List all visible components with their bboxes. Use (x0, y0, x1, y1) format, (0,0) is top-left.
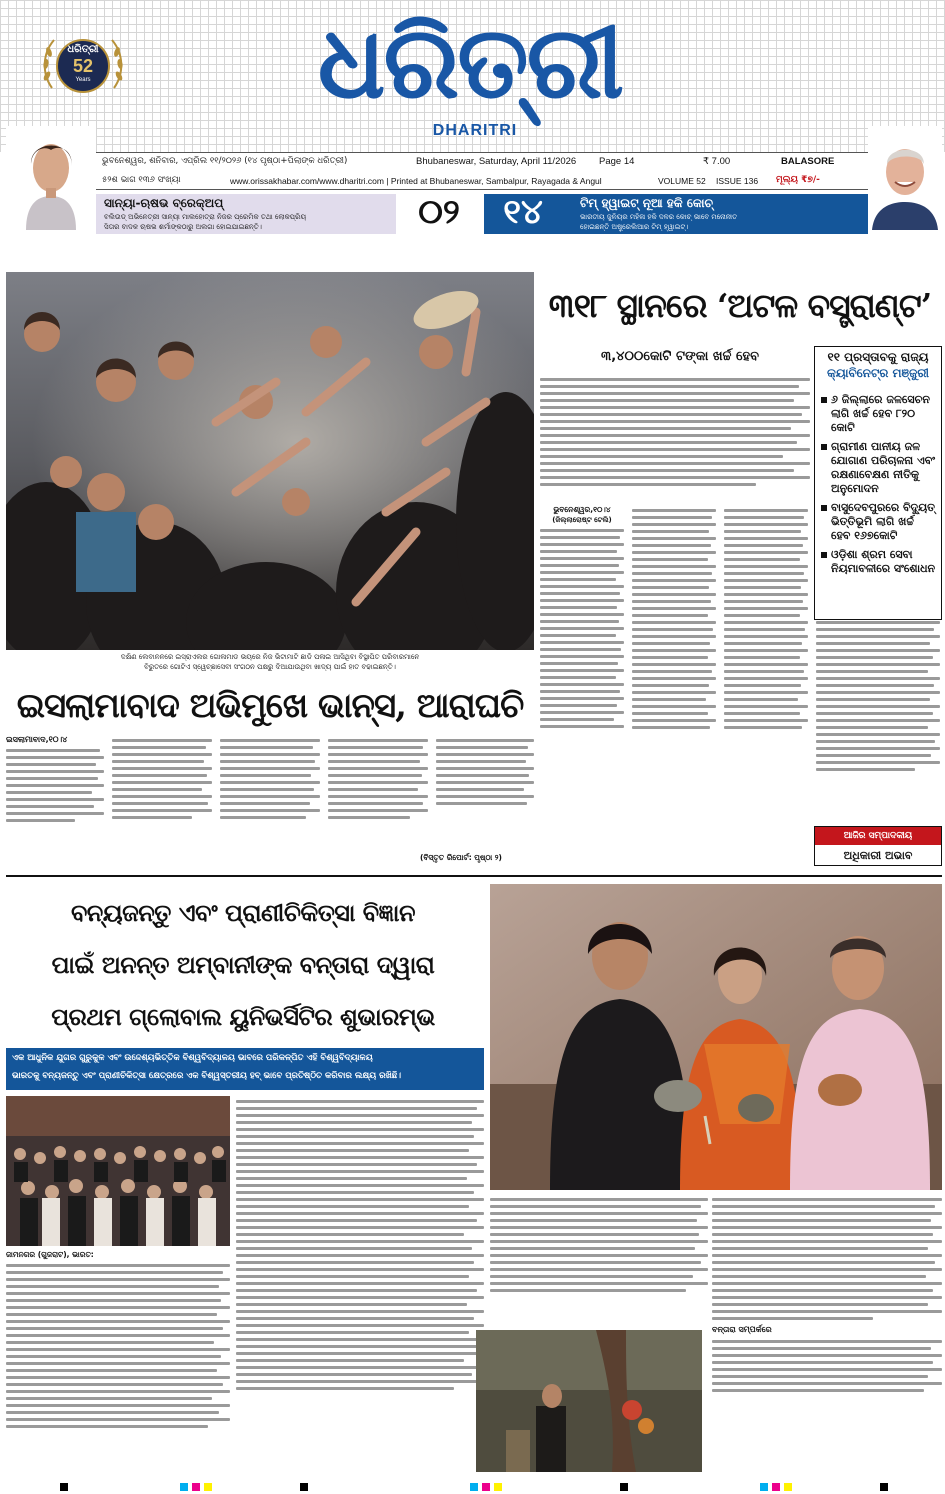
section-divider (6, 875, 942, 877)
editorial-box[interactable] (814, 826, 942, 866)
print-registration-marks (0, 1480, 945, 1494)
teaser-portrait-actress (6, 126, 96, 230)
advertorial-deck-line2: ଭାରତକୁ ବନ୍ୟଜନ୍ତୁ ଏବଂ ପ୍ରାଣୀଚିକିତ୍ସା କ୍ଷେତ୍ରରେ ଏକ ବିଶ୍ୱସ୍ତରୀୟ ହବ୍‌ ଭାବେ ପ୍ରତିଷ୍ଠିତ କରିବାର ଲକ୍ଷ୍ୟ ରଖିଛି। (12, 1071, 402, 1081)
advertorial-headline-3: ପ୍ରଥମ ଗ୍ଲୋବାଲ ୟୁନିଭର୍ସିଟିର ଶୁଭାରମ୍ଭ (51, 1002, 435, 1031)
odia-volume: ୫୨ଶ ଭାଗ ୧୩୬ ସଂଖ୍ୟା (102, 175, 181, 185)
odia-price: ମୂଲ୍ୟ ₹୭/- (776, 175, 820, 185)
lead-photo-caption-line1: ଦକ୍ଷିଣ ଲେବାନନରେ ଇସ୍ରାଏଲର ଗୋଳାମାଡ ଭୟରେ ନିଜ ଭିଟାମାଟି ଛାଡି ପଳାଇ ଆସିଥିବା ବିସ୍ଥାପିତ ପରିବାରମାନେ (120, 653, 420, 661)
teaser-right-page-number: ୧୪ (503, 192, 543, 232)
second-col-3 (724, 505, 808, 733)
teaser-left-page-number: ୦୨ (418, 192, 460, 232)
advertorial-dateline: ଜାମନଗର (ଗୁଜରାଟ), ଭାରତ: (6, 1250, 94, 1259)
badge-title: ଧରିତ୍ରୀ (67, 44, 99, 55)
second-story-body (540, 505, 940, 873)
second-story-byline: (ଜିଲ୍ଲାରୋଷ୍ଟ ଟେଲି) (552, 516, 612, 524)
cabinet-item: ଓଡ଼ିଶା ଶ୍ରମ ସେବା ନିୟମାବଳୀରେ ସଂଶୋଧନ (821, 548, 937, 576)
cabinet-item: ଗ୍ରାମୀଣ ପାନୀୟ ଜଳ ଯୋଗାଣ ପରିଚାଳନା ଏବଂ ରକ୍ଷଣାବେକ୍ଷଣ ନୀତିକୁ ଅନୁମୋଦନ (821, 440, 937, 496)
advertorial-deck (6, 1048, 484, 1090)
lead-story-dateline: ଇସଲାମାବାଦ,୧୦।୪ (6, 735, 68, 744)
second-col-4 (816, 617, 940, 775)
dateline-bar (96, 152, 868, 190)
teaser-right-line1: ଭାରତୀୟ ଜୁନିୟର ମହିଳା ହକି ଦଳର କୋଚ୍‌ ଭାବେ ମନୋନୀତ (580, 213, 738, 221)
lead-headline: ଇସଲାମାବାଦ ଅଭିମୁଖେ ଭାନ୍ସ, ଆରାଘଚି (16, 686, 524, 726)
page-number: Page 14 (599, 156, 635, 167)
price: ₹ 7.00 (703, 156, 731, 167)
lead-photo-caption (6, 652, 534, 680)
advertorial-body-middle (236, 1096, 484, 1475)
lead-story-continued[interactable]: (ବିସ୍ତୃତ ରିପୋର୍ଟ: ପୃଷ୍ଠା ୨) (420, 853, 502, 862)
teaser-left-line2: ସିତାର ବାଦକ ଋଷଭ ଶର୍ମାଙ୍କଠାରୁ ଅଲଗା ହୋଇଯାଇଛନ୍ତି। (104, 223, 262, 231)
advertorial-body-right-b (712, 1194, 942, 1476)
teaser-right-headline: ଟିମ୍‌ ହ୍ୱାଇଟ୍‌ ନୂଆ ହକି କୋଚ୍‌ (580, 196, 713, 210)
editorial-title: ଅଧିକାରୀ ଅଭାବ (843, 849, 913, 862)
advertorial-photo-crowd (6, 1096, 230, 1246)
lead-col-3 (220, 735, 320, 823)
advertorial-subsection-heading: ବନ୍ତାରା ସମ୍ପର୍କରେ (712, 1325, 772, 1334)
volume: VOLUME 52 (658, 176, 706, 186)
english-date: Bhubaneswar, Saturday, April 11/2026 (416, 156, 577, 167)
second-story-headline: ୩୧୮ ସ୍ଥାନରେ ‘ଅଟଳ ବସ୍ତ୍ରାଣ୍ଟ’ (548, 286, 932, 325)
lead-photo-lebanon-food-distribution (6, 272, 534, 650)
second-story-subhead: ୩,୪୦୦କୋଟି ଟଙ୍କା ଖର୍ଚ୍ଚ ହେବ (601, 349, 759, 364)
second-col-1 (540, 505, 624, 732)
advertorial-deck-line1: ଏକ ଆଧୁନିକ ଯୁଗର ଗୁରୁକୁଳ ଏବଂ ଉଦ୍ଦେଶ୍ୟଭିତ୍ତିକ ବିଶ୍ୱବିଦ୍ୟାଳୟ ଭାବରେ ପରିକଳ୍ପିତ ଏହି ବିଶ୍ୱବିଦ୍ୟାଳୟ (12, 1053, 373, 1063)
badge-years-label: Years (75, 77, 91, 83)
lead-col-5 (436, 735, 534, 809)
cabinet-item: ବାସୁଦେବପୁରରେ ବିଦ୍ୟୁତ୍‌ ଭିତ୍ତିଭୂମି ଲାଗି ଖର୍ଚ୍ଚ ହେବ ୧୬୭କୋଟି (821, 501, 937, 543)
advertorial-headline-2: ପାଇଁ ଅନନ୍ତ ଅମ୍ବାନୀଙ୍କ ବନ୍ତାରା ଦ୍ୱାରା (51, 950, 435, 979)
lead-col-4 (328, 735, 428, 823)
lead-story-body (6, 735, 534, 865)
advertorial-headline-1: ବନ୍ୟଜନ୍ତୁ ଏବଂ ପ୍ରାଣୀଚିକିତ୍ସା ବିଜ୍ଞାନ (70, 898, 416, 927)
advertorial-photo-speech (476, 1330, 702, 1472)
teaser-portrait-coach (868, 126, 942, 230)
lead-col-2 (112, 735, 212, 823)
lead-photo-caption-line2: ବିରୁତରେ ଗୋଟିଏ ସ୍ୱେଚ୍ଛାସେବୀ ସଂଗଠନ ପକ୍ଷରୁ ଦିଆଯାଉଥିବା ଖାଦ୍ୟ ପାଇଁ ହାତ ବଢାଇଛନ୍ତି। (144, 663, 396, 671)
masthead (0, 0, 945, 152)
teaser-right-line2: ହୋଇଛନ୍ତି ଅଷ୍ଟ୍ରେଲିଆର ଟିମ୍‌ ହ୍ୱାଇଟ୍‌। (580, 223, 689, 231)
second-story-dateline: ଭୁବନେଶ୍ୱର,୧୦।୪ (553, 505, 611, 514)
odia-date: ଭୁବନେଶ୍ୱର, ଶନିବାର, ଏପ୍ରିଲ ୧୧/୨୦୨୬ (୧୪ ପୃଷ୍ଠା+ପିଲାଙ୍କ ଧରିତ୍ରୀ) (102, 156, 348, 166)
masthead-logo: ଧରିତ୍ରୀ (317, 3, 623, 121)
advertorial-body-left (6, 1250, 230, 1475)
lead-col-1 (6, 745, 104, 826)
advertorial-body-right-a (490, 1194, 708, 1324)
second-col-2 (632, 505, 716, 733)
cabinet-box-title-2: କ୍ୟାବିନେଟ୍‌ର ମଞ୍ଜୁରୀ (826, 366, 930, 380)
edition-name: BALASORE (781, 156, 835, 167)
issue: ISSUE 136 (716, 176, 759, 186)
teaser-left-line1: ବଲିଉଡ୍‌ ଅଭିନେତ୍ରୀ ସାନ୍ୟା ମାଲହୋତ୍ରା ନିଜର ପ୍ରେମିକ ତଥା ଲୋକପ୍ରିୟ (104, 213, 307, 221)
teaser-right[interactable] (484, 194, 868, 234)
teaser-left-headline: ସାନ୍ୟା-ଋଷଭ ବ୍ରେକ୍‌ଅପ୍‌ (104, 196, 224, 210)
web-and-print-info: www.orissakhabar.com/www.dharitri.com | Printed at Bhubaneswar, Sambalpur, Rayagada & Angul (230, 176, 602, 186)
cabinet-item: ୬ ଜିଲ୍ଲାରେ ଜଳସେଚନ ଲାଗି ଖର୍ଚ୍ଚ ହେବ ୮୨୦ କୋଟି (821, 393, 937, 435)
teaser-left[interactable] (96, 194, 396, 234)
masthead-logo-latin: DHARITRI (432, 122, 518, 139)
second-story-intro (540, 374, 810, 500)
cabinet-box-title-1: ୧୧ ପ୍ରସ୍ତାବକୁ ରାଜ୍ୟ (827, 350, 929, 364)
anniversary-badge (38, 30, 128, 100)
badge-years-number: 52 (72, 56, 94, 76)
editorial-kicker: ଆଜିର ସମ୍ପାଦକୀୟ (815, 827, 941, 845)
teaser-strip (96, 194, 868, 234)
advertorial-photo-ambani-family (490, 884, 942, 1190)
